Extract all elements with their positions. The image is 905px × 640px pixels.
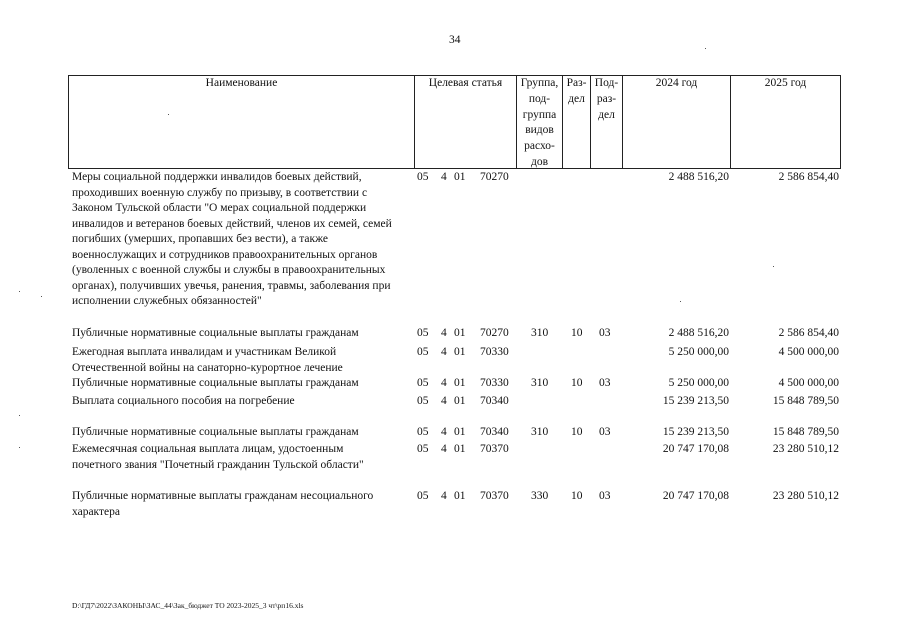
header-name: Наименование bbox=[205, 77, 278, 89]
row-code-4: 70340 bbox=[480, 426, 509, 438]
row-amount-2024: 2 488 516,20 bbox=[668, 171, 729, 183]
row-code-4: 70330 bbox=[480, 377, 509, 389]
row-code-2: 4 bbox=[441, 395, 447, 407]
header-year-2024: 2024 год bbox=[655, 77, 698, 89]
row-name: Публичные нормативные социальные выплаты гражданам bbox=[72, 327, 359, 339]
row-code-1: 05 bbox=[417, 395, 429, 407]
row-subsection: 03 bbox=[599, 327, 611, 339]
row-code-4: 70370 bbox=[480, 443, 509, 455]
scan-speck bbox=[19, 291, 20, 292]
row-amount-2024: 5 250 000,00 bbox=[668, 377, 729, 389]
row-amount-2024: 20 747 170,08 bbox=[662, 490, 729, 502]
row-code-3: 01 bbox=[454, 426, 466, 438]
row-section: 10 bbox=[571, 327, 583, 339]
row-code-3: 01 bbox=[454, 346, 466, 358]
row-code-2: 4 bbox=[441, 346, 447, 358]
row-code-2: 4 bbox=[441, 171, 447, 183]
row-amount-2025: 23 280 510,12 bbox=[772, 490, 839, 502]
row-code-2: 4 bbox=[441, 443, 447, 455]
row-subsection: 03 bbox=[599, 490, 611, 502]
scan-speck bbox=[773, 266, 774, 267]
row-section: 10 bbox=[571, 426, 583, 438]
row-subsection: 03 bbox=[599, 377, 611, 389]
row-code-4: 70270 bbox=[480, 327, 509, 339]
row-subsection: 03 bbox=[599, 426, 611, 438]
header-expense-group: Группа, под- группа видов расхо- дов bbox=[520, 77, 559, 168]
scan-speck bbox=[168, 114, 169, 115]
row-group: 310 bbox=[531, 377, 549, 389]
row-code-4: 70340 bbox=[480, 395, 509, 407]
row-section: 10 bbox=[571, 490, 583, 502]
row-code-4: 70270 bbox=[480, 171, 509, 183]
row-code-3: 01 bbox=[454, 377, 466, 389]
row-code-4: 70370 bbox=[480, 490, 509, 502]
row-amount-2025: 15 848 789,50 bbox=[772, 426, 839, 438]
scan-speck bbox=[705, 48, 706, 49]
row-code-1: 05 bbox=[417, 327, 429, 339]
row-code-2: 4 bbox=[441, 377, 447, 389]
row-amount-2024: 2 488 516,20 bbox=[668, 327, 729, 339]
row-amount-2025: 4 500 000,00 bbox=[778, 377, 839, 389]
header-year-2025: 2025 год bbox=[764, 77, 807, 89]
row-amount-2024: 15 239 213,50 bbox=[662, 395, 729, 407]
row-name: Меры социальной поддержки инвалидов боевых действий, проходивших военную службу по призыву, в соответствии с Законом Тульской области "О мерах социальной поддержки инвалидов и ветеранов боевых действий, членов их семей, семей погибших (умерших, пропавших без вести), а также военнослужащих и сотрудников правоохранительных органов (уволенных с военной службы и службы в правоохранительных органах), получивших увечья, ранения, травмы, заболевания при исполнении служебных обязанностей" bbox=[72, 171, 392, 307]
row-amount-2024: 20 747 170,08 bbox=[662, 443, 729, 455]
row-amount-2025: 2 586 854,40 bbox=[778, 171, 839, 183]
row-code-1: 05 bbox=[417, 346, 429, 358]
row-code-2: 4 bbox=[441, 327, 447, 339]
page-number: 34 bbox=[449, 34, 461, 46]
row-code-1: 05 bbox=[417, 171, 429, 183]
row-name: Публичные нормативные выплаты гражданам несоциального характера bbox=[72, 490, 374, 518]
row-name: Ежегодная выплата инвалидам и участникам Великой Отечественной войны на санаторно-курортное лечение bbox=[72, 346, 343, 374]
row-code-4: 70330 bbox=[480, 346, 509, 358]
row-code-1: 05 bbox=[417, 443, 429, 455]
scan-speck bbox=[19, 415, 20, 416]
row-name: Ежемесячная социальная выплата лицам, удостоенным почетного звания "Почетный гражданин Тульской области" bbox=[72, 443, 364, 471]
header-subsection: Под- раз- дел bbox=[594, 77, 619, 121]
row-code-3: 01 bbox=[454, 490, 466, 502]
row-name: Публичные нормативные социальные выплаты гражданам bbox=[72, 426, 359, 438]
row-group: 310 bbox=[531, 327, 549, 339]
row-group: 310 bbox=[531, 426, 549, 438]
row-code-3: 01 bbox=[454, 395, 466, 407]
footer-file-path: D:\ГД7\2022\ЗАКОНЫ\ЗАС_44\Зак_бюджет ТО 2023-2025_3 чт\рп16.xls bbox=[72, 601, 304, 610]
row-section: 10 bbox=[571, 377, 583, 389]
row-amount-2024: 5 250 000,00 bbox=[668, 346, 729, 358]
scan-speck bbox=[19, 447, 20, 448]
row-code-3: 01 bbox=[454, 171, 466, 183]
scan-speck bbox=[680, 301, 681, 302]
scan-speck bbox=[41, 296, 42, 297]
row-code-2: 4 bbox=[441, 426, 447, 438]
row-code-2: 4 bbox=[441, 490, 447, 502]
row-name: Публичные нормативные социальные выплаты гражданам bbox=[72, 377, 359, 389]
row-amount-2024: 15 239 213,50 bbox=[662, 426, 729, 438]
row-amount-2025: 4 500 000,00 bbox=[778, 346, 839, 358]
row-name: Выплата социального пособия на погребение bbox=[72, 395, 295, 407]
row-amount-2025: 23 280 510,12 bbox=[772, 443, 839, 455]
row-amount-2025: 2 586 854,40 bbox=[778, 327, 839, 339]
row-code-1: 05 bbox=[417, 377, 429, 389]
row-code-3: 01 bbox=[454, 327, 466, 339]
row-code-3: 01 bbox=[454, 443, 466, 455]
row-code-1: 05 bbox=[417, 426, 429, 438]
row-amount-2025: 15 848 789,50 bbox=[772, 395, 839, 407]
row-code-1: 05 bbox=[417, 490, 429, 502]
header-section: Раз- дел bbox=[566, 77, 587, 105]
row-group: 330 bbox=[531, 490, 549, 502]
header-target-article: Целевая статья bbox=[428, 77, 503, 89]
